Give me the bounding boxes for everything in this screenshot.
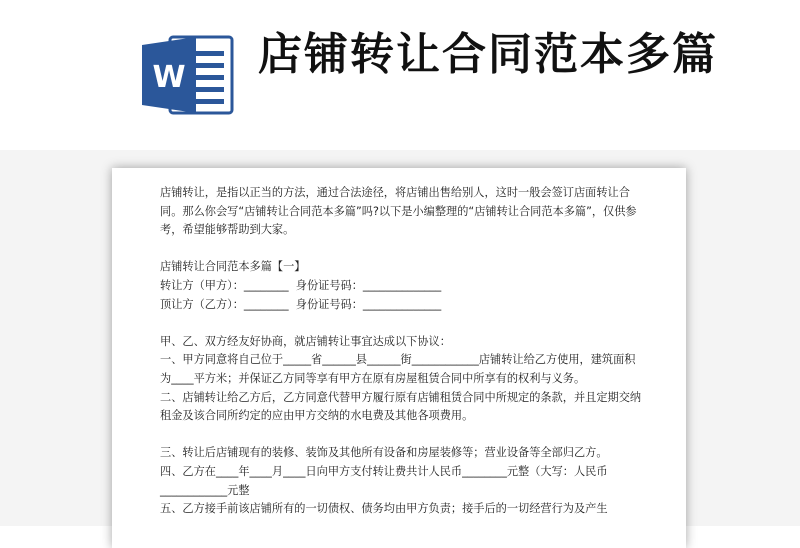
party-b-line: 顶让方（乙方）：________ 身份证号码：______________	[160, 297, 442, 311]
clause-1: 一、甲方同意将自己位于_____省______县______街____________店铺转让给乙方使用，建筑面积为____平方米；并保证乙方同等享有甲方在原有房屋租赁合同中所享有的权利与义务。	[160, 353, 636, 385]
agreement-intro: 甲、乙、双方经友好协商，就店铺转让事宜达成以下协议：	[160, 334, 451, 348]
document-body	[160, 184, 644, 519]
page-title: 店铺转让合同范本多篇	[258, 29, 718, 80]
clause-2: 二、店铺转让给乙方后，乙方同意代替甲方履行原有店铺租赁合同中所规定的条款，并且定期交纳租金及该合同所约定的应由甲方交纳的水电费及其他各项费用。	[160, 390, 642, 423]
section-title: 店铺转让合同范本多篇【一】	[160, 260, 306, 274]
clause-3: 三、转让后店铺现有的装修、装饰及其他所有设备和房屋装修等；营业设备等全部归乙方。	[160, 446, 608, 460]
word-document-icon	[140, 35, 236, 115]
party-a-line: 转让方（甲方）：________ 身份证号码：______________	[160, 278, 442, 292]
clause-4: 四、乙方在____年____月____日向甲方支付转让费共计人民币________元整（大写：人民币 ____________元整	[160, 464, 612, 497]
clause-5: 五、乙方接手前该店铺所有的一切债权、债务均由甲方负责；接手后的一切经营行为及产生	[160, 502, 608, 516]
document-page	[112, 168, 686, 548]
intro-paragraph: 店铺转让，是指以正当的方法，通过合法途径，将店铺出售给别人，这时一般会签订店面转让合同。那么你会写“店铺转让合同范本多篇”吗?以下是小编整理的“店铺转让合同范本多篇”，仅供参考，希望能够帮助到大家。	[160, 186, 637, 237]
header-banner	[0, 0, 800, 150]
word-icon-letter: W	[152, 60, 186, 95]
